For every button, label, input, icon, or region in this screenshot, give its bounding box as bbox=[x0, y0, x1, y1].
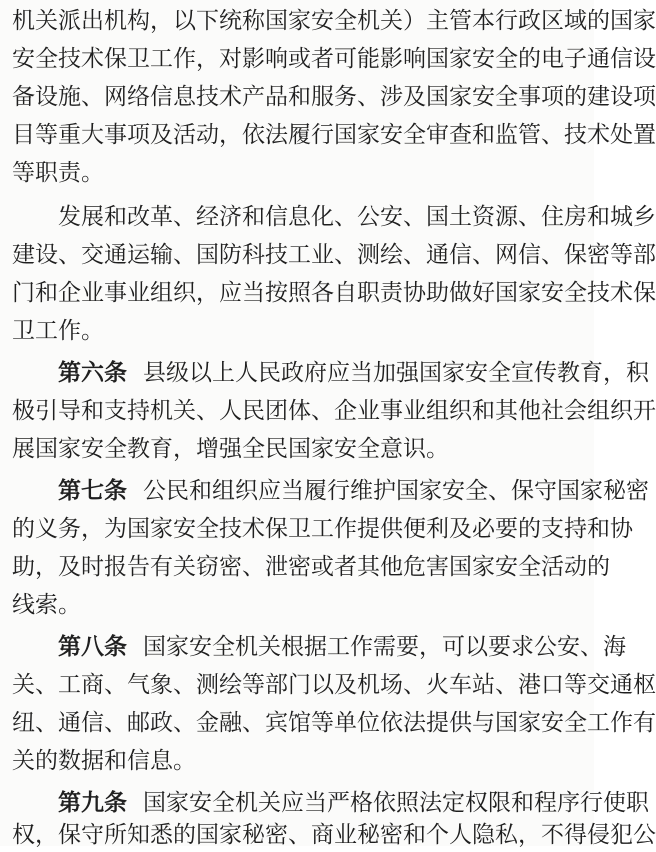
article-6-first-line bbox=[58, 356, 649, 390]
text-line: 机关派出机构，以下统称国家安全机关）主管本行政区域的国家 bbox=[12, 8, 656, 34]
text-line: 建设、交通运输、国防科技工业、测绘、通信、网信、保密等部 bbox=[12, 242, 656, 268]
text-line: 线索。 bbox=[12, 592, 81, 618]
text-line: 卫工作。 bbox=[12, 318, 104, 344]
text-line: 权，保守所知悉的国家秘密、商业秘密和个人隐私，不得侵犯公 bbox=[12, 822, 656, 848]
text-line: 发展和改革、经济和信息化、公安、国土资源、住房和城乡 bbox=[58, 204, 656, 230]
text-line: 门和企业事业组织，应当按照各自职责协助做好国家安全技术保 bbox=[12, 280, 656, 306]
text-line: 纽、通信、邮政、金融、宾馆等单位依法提供与国家安全工作有 bbox=[12, 710, 656, 736]
text-line: 安全技术保卫工作，对影响或者可能影响国家安全的电子通信设 bbox=[12, 46, 656, 72]
article-heading: 第七条 bbox=[58, 478, 127, 504]
article-8-first-line bbox=[58, 630, 626, 664]
text-line: 关、工商、气象、测绘等部门以及机场、火车站、港口等交通枢 bbox=[12, 672, 656, 698]
text-line: 备设施、网络信息技术产品和服务、涉及国家安全事项的建设项 bbox=[12, 84, 656, 110]
text-line: 展国家安全教育，增强全民国家安全意识。 bbox=[12, 436, 449, 462]
text-line: 关的数据和信息。 bbox=[12, 748, 196, 774]
article-7-first-line bbox=[58, 474, 649, 508]
text-line: 国家安全机关根据工作需要，可以要求公安、海 bbox=[143, 634, 626, 660]
article-9-first-line bbox=[58, 786, 649, 820]
article-heading: 第六条 bbox=[58, 360, 127, 386]
text-line: 的义务，为国家安全技术保卫工作提供便利及必要的支持和协 bbox=[12, 516, 633, 542]
text-line: 国家安全机关应当严格依照法定权限和程序行使职 bbox=[143, 790, 649, 816]
article-heading: 第九条 bbox=[58, 790, 127, 816]
text-line: 目等重大事项及活动，依法履行国家安全审查和监管、技术处置 bbox=[12, 122, 656, 148]
text-line: 助，及时报告有关窃密、泄密或者其他危害国家安全活动的 bbox=[12, 554, 610, 580]
text-line: 公民和组织应当履行维护国家安全、保守国家秘密 bbox=[143, 478, 649, 504]
article-heading: 第八条 bbox=[58, 634, 127, 660]
text-line: 等职责。 bbox=[12, 160, 104, 186]
text-line: 县级以上人民政府应当加强国家安全宣传教育，积 bbox=[143, 360, 649, 386]
text-line: 极引导和支持机关、人民团体、企业事业组织和其他社会组织开 bbox=[12, 398, 656, 424]
